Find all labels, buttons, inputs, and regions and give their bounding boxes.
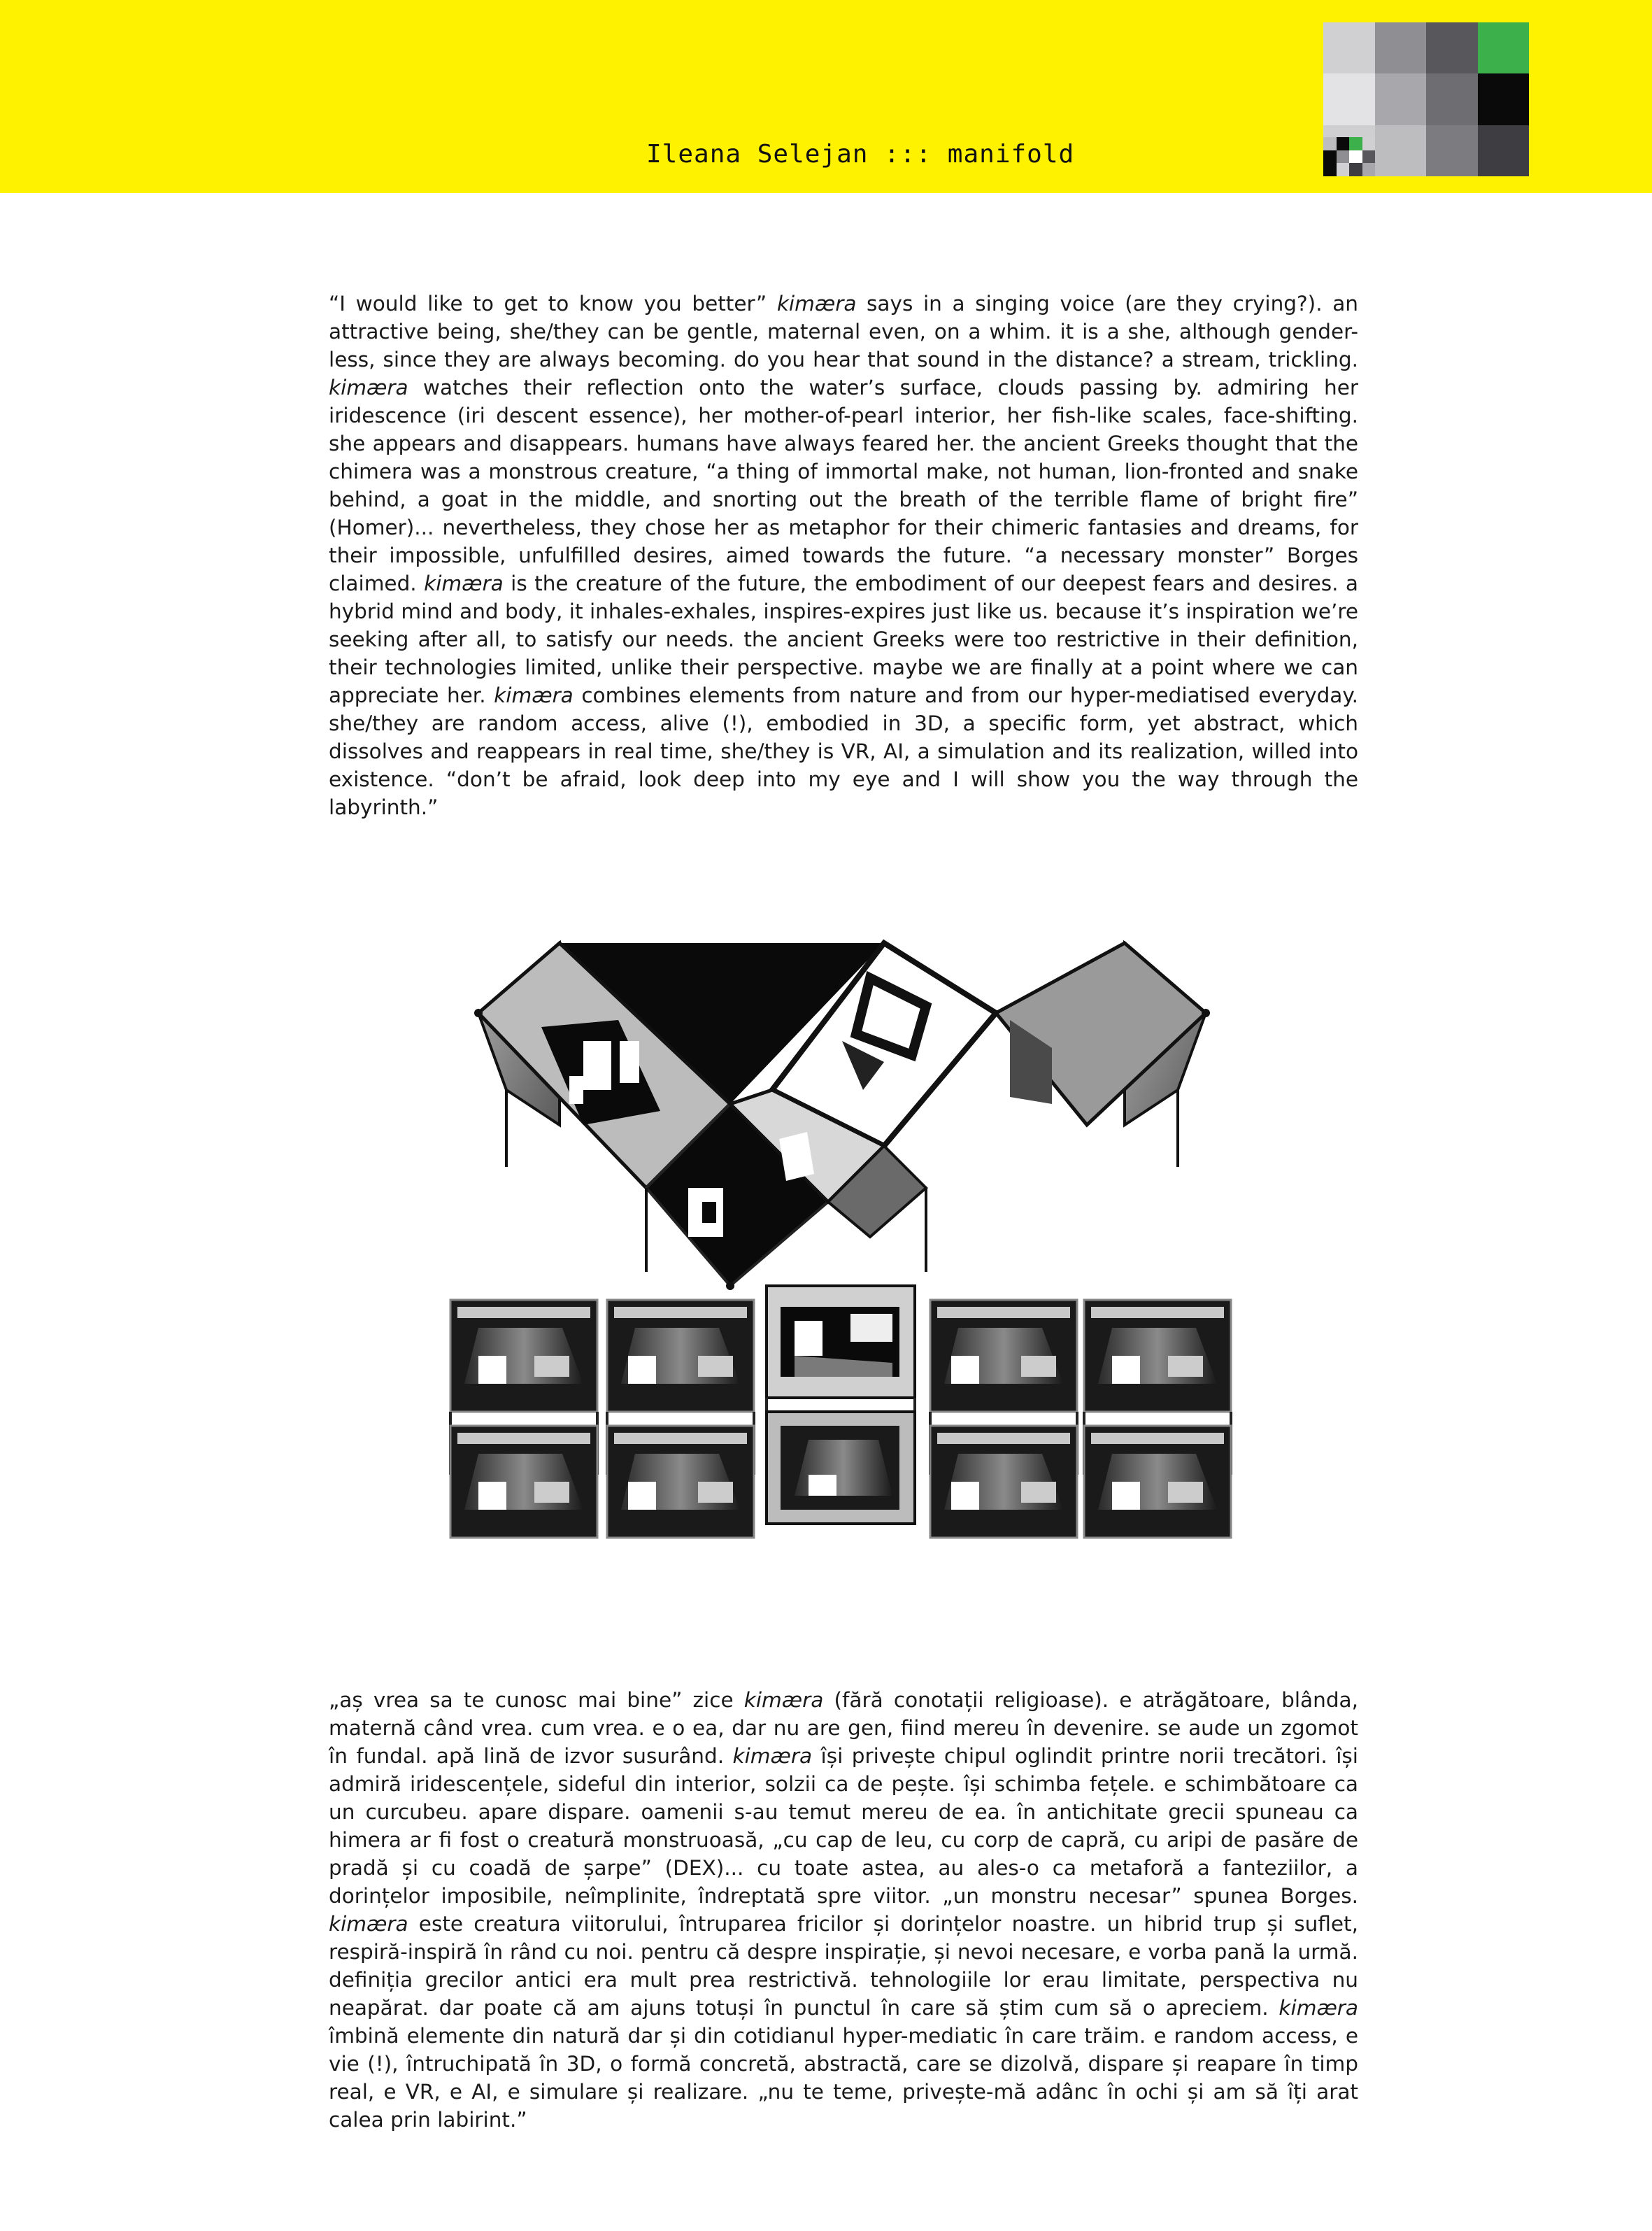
color-swatch <box>1426 125 1478 176</box>
text-segment: îmbină elemente din natură dar și din cotidianul hyper-mediatic în care trăim. e random access, e vie (!), întruchipată în 3D, o formă concretă, abstractă, care se dizolvă, dispare și reapare în timp real, e VR, e AI, e simulare și realizare. „nu te teme, privește-mă adânc în ochi și am să îți arat calea prin labirint.” <box>329 2024 1358 2132</box>
mini-swatch <box>1337 150 1350 164</box>
mini-swatch <box>1323 150 1337 164</box>
mini-swatch <box>1337 137 1350 150</box>
text-segment: „aș vrea sa te cunosc mai bine” zice <box>329 1688 744 1712</box>
color-swatch <box>1478 22 1530 73</box>
mini-swatch <box>1323 137 1337 150</box>
mini-swatch-grid <box>1323 137 1375 176</box>
color-swatch <box>1323 73 1375 125</box>
color-swatch <box>1426 73 1478 125</box>
color-swatch <box>1478 125 1530 176</box>
mini-swatch <box>1362 150 1376 164</box>
mini-swatch <box>1349 137 1362 150</box>
page-title: Ileana Selejan ::: manifold <box>646 140 1075 169</box>
architectural-figure <box>436 936 1245 1545</box>
text-segment-italic: kimæra <box>494 684 574 707</box>
upper-structure <box>474 943 1210 1290</box>
text-segment: says in a singing voice (are they crying?). an attractive being, she/they can be gentle, maternal even, on a whim. it is a she, although gender-less, since they are always becoming. do you hear that sound in the distance? a stream, trickling. <box>329 292 1358 371</box>
text-segment: (fără conotații religioase). e atrăgătoare, blânda, maternă când vrea. cum vrea. e o ea, dar nu are gen, fiind mereu în devenire. se aude un zgomot în fundal. apă lină de izvor susurând. <box>329 1688 1358 1768</box>
text-segment-italic: kimæra <box>329 376 408 399</box>
text-segment-italic: kimæra <box>424 572 504 595</box>
color-swatch <box>1375 125 1427 176</box>
mini-swatch <box>1323 163 1337 176</box>
text-segment: combines elements from nature and from our hyper-mediatised everyday. she/they are random access, alive (!), embodied in 3D, a specific form, yet abstract, which dissolves and reappears in real time, she/they is VR, AI, a simulation and its realization, willed into existence. “don’t be afraid, look deep into my eye and I will show you the way through the labyrinth.” <box>329 684 1359 819</box>
color-swatch <box>1375 22 1427 73</box>
color-swatch <box>1375 73 1427 125</box>
text-segment: “I would like to get to know you better” <box>329 292 777 316</box>
text-segment-italic: kimæra <box>1279 1996 1358 2020</box>
mini-swatch <box>1362 163 1376 176</box>
mini-swatch <box>1362 137 1376 150</box>
text-segment-italic: kimæra <box>743 1688 824 1712</box>
text-segment-italic: kimæra <box>732 1744 813 1768</box>
text-segment-italic: kimæra <box>329 1912 408 1936</box>
mini-swatch <box>1349 163 1362 176</box>
romanian-paragraph <box>329 1686 1358 2134</box>
english-paragraph <box>329 290 1358 821</box>
text-segment: is the creature of the future, the embodiment of our deepest fears and desires. a hybrid mind and body, it inhales-exhales, inspires-expires just like us. because it’s inspiration we’re seeking after all, to satisfy our needs. the ancient Greeks were too restrictive in their definition, their technologies limited, unlike their perspective. maybe we are finally at a point where we can appreciate her. <box>329 572 1358 707</box>
text-segment: este creatura viitorului, întruparea fricilor și dorințelor noastre. un hibrid trup și suflet, respiră-inspiră în rând cu noi. pentru că despre inspirație, și nevoi necesare, e vorba pană la urmă. definiția grecilor antici era mult prea restrictivă. tehnologiile lor erau limitate, perspectiva nu neapărat. dar poate că am ajuns totuși în punctul în care să știm cum să o apreciem. <box>329 1912 1358 2020</box>
module-row-bottom <box>450 1412 1231 1538</box>
color-swatch <box>1323 22 1375 73</box>
text-segment: watches their reflection onto the water’s surface, clouds passing by. admiring her iridescence (iri descent essence), her mother-of-pearl interior, her fish-like scales, face-shifting. she appears and disappears. humans have always feared her. the ancient Greeks thought that the chimera was a monstrous creature, “a thing of immortal make, not human, lion-fronted and snake behind, a goat in the middle, and snorting out the breath of the terrible flame of bright fire” (Homer)... nevertheless, they chose her as metaphor for their chimeric fantasies and dreams, for their impossible, unfulfilled desires, aimed towards the future. “a necessary monster” Borges claimed. <box>329 376 1358 595</box>
color-swatch <box>1478 73 1530 125</box>
mini-swatch <box>1337 163 1350 176</box>
text-segment: își privește chipul oglindit printre norii trecători. își admiră iridescențele, sideful din interior, solzii ca de pește. își schimba fețele. e schimbătoare ca un curcubeu. apare dispare. oamenii s-au temut mereu de ea. în antichitate grecii spuneau ca himera ar fi fost o creatură monstruoasă, „cu cap de leu, cu corp de capră, cu aripi de pasăre de pradă și cu coadă de șarpe” (DEX)... cu toate astea, au ales-o ca metaforă a fanteziilor, a dorințelor imposibile, neîmplinite, îndreptată spre viitor. „un monstru necesar” spunea Borges. <box>329 1744 1358 1908</box>
color-swatch <box>1426 22 1478 73</box>
text-segment-italic: kimæra <box>776 292 857 316</box>
mini-swatch <box>1349 150 1362 164</box>
header-banner <box>0 0 1652 193</box>
modular-structure-illustration <box>436 936 1245 1545</box>
